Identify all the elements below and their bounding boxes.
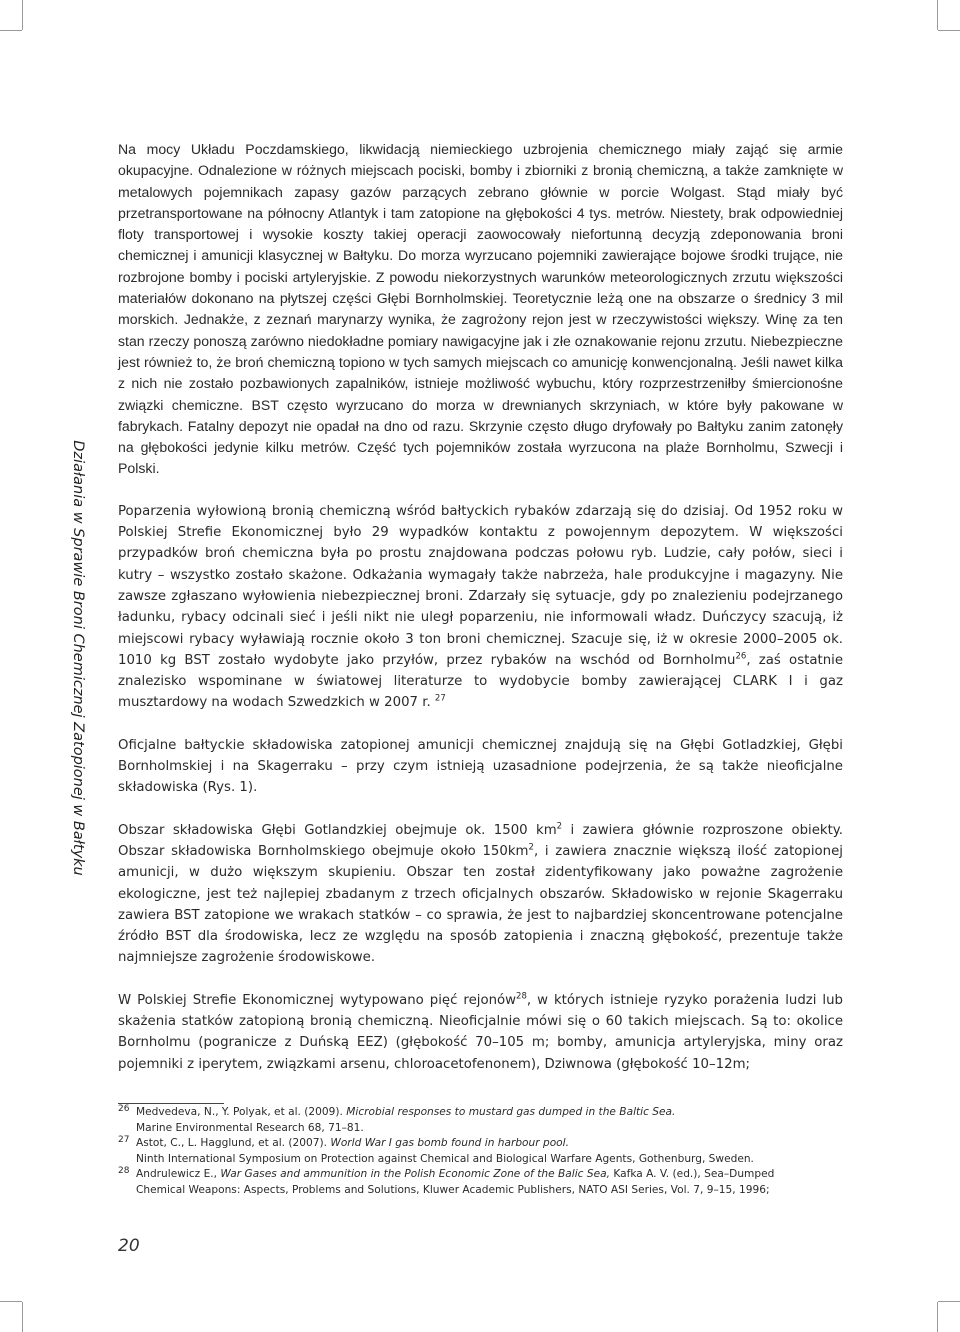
text-run: Oficjalne bałtyckie składowiska zatopionej amunicji chemicznej znajdują się na Głębi Gotladzkiej, Głębi Bornholmskiej i na Skagerraku – przy czym istnieją uzasadnione podejrzenia, że są także nieoficjalne składowiska (Rys. 1).	[118, 737, 843, 796]
footnote-ref: 26	[735, 651, 747, 662]
footnote	[118, 1105, 843, 1136]
text-run: , w których istnieje ryzyko porażenia ludzi lub skażenia statków zatopioną bronią chemiczną. Nieoficjalnie mówi się o 60 takich miejscach. Są to: okolice Bornholmu (pogranicze z Duńską EEZ) (głębokość 70–105 m; bomby, amunicja artyleryjska, miny oraz pojemniki z iperytem, związkami arsenu, chloroacetofenonem), Dziwnowa (głębokość 10–12m;	[118, 992, 843, 1072]
body-text	[118, 139, 843, 1075]
footnote-title: War Gases and ammunition in the Polish Economic Zone of the Balic Sea,	[220, 1168, 610, 1180]
crop-mark-top-right-h	[938, 30, 960, 31]
footnote-ref: 28	[516, 991, 527, 1002]
crop-mark-bottom-right-v	[937, 1302, 938, 1332]
paragraph-gap	[118, 799, 843, 820]
text-run: Poparzenia wyłowioną bronią chemiczną wśród bałtyckich rybaków zdarzają się do dzisiaj. Od 1952 roku w Polskiej Strefie Ekonomicznej było 29 wypadków kontaktu z powojennym depozytem. W większości przypadków broń chemiczna była po prostu znajdowana podczas połowu ryb. Ludzie, cały połów, sieci i kutry – wszystko zostało skażone. Odkażania wymagały także nabrzeża, hale produkcyjne i magazyny. Nie zawsze zgłaszano wyłowienia niebezpiecznej broni. Zdarzały się sytuacje, gdy po znalezieniu podejrzanego ładunku, rybacy odcinali sieć i jeśli nikt nie uległ poparzeniu, nie informowali władz. Duńczycy szacują, iż miejscowi rybacy wyławiają rocznie około 3 ton broni chemicznej. Szacuje się, iż w okresie 2000–2005 ok. 1010 kg BST zostało wydobyte jako przyłów, przez rybaków na wschód od Bornholmu	[118, 503, 843, 668]
footnote-line	[136, 1152, 843, 1168]
footnote-text: Medvedeva, N., Y. Polyak, et al. (2009).	[136, 1106, 347, 1118]
text-run: , i zawiera znacznie większą ilość zatopionej amunicji, w dużo większym skupieniu. Obszar ten został zidentyfikowany jako poważne zagrożenie ekologiczne, jest też najlepiej zbadanym z trzech oficjalnych obszarów. Składowisko w rejonie Skagerraku zawiera BST zatopione we wrakach statków – co sprawia, że jest to najbardziej skoncentrowane potencjalne źródło BST dla środowiska, lecz ze względu na sposób zatopienia i znaczną głębokość, prezentuje także najmniejsze zagrożenie środowiskowe.	[118, 843, 843, 966]
footnote-number: 27	[118, 1135, 130, 1145]
paragraph	[118, 820, 843, 969]
footnote-rule	[118, 1103, 224, 1104]
footnote-text: Kafka A. V. (ed.), Sea–Dumped	[609, 1168, 775, 1180]
paragraph	[118, 990, 843, 1075]
text-run: i zawiera głównie rozproszone obiekty. Obszar składowiska Bornholmskiego obejmuje około 150km	[118, 822, 844, 859]
footnote-ref: 2	[528, 842, 534, 853]
running-title: Działania w Sprawie Broni Chemicznej Zatopionej w Bałtyku	[70, 440, 86, 876]
footnote-ref: 2	[556, 821, 563, 832]
footnote-text: Andrulewicz E.,	[136, 1168, 221, 1180]
text-run: , zaś ostatnie znalezisko wspominane w światowej literaturze to wydobycie bomby zawierającej CLARK I i gaz musztardowy na wodach Szwedzkich w 2007 r.	[118, 652, 844, 711]
crop-mark-bottom-left-v	[22, 1302, 23, 1332]
footnote-text: Marine Environmental Research 68, 71–81.	[136, 1121, 364, 1134]
crop-mark-top-left-h	[0, 30, 22, 31]
footnote-number: 28	[118, 1166, 130, 1176]
paragraph-gap	[118, 969, 843, 990]
footnote	[118, 1136, 843, 1167]
paragraph-gap	[118, 480, 843, 501]
footnote-line	[136, 1183, 843, 1199]
footnote-line	[136, 1121, 843, 1137]
footnote-line	[136, 1167, 843, 1183]
paragraph-gap	[118, 714, 843, 735]
crop-mark-bottom-right-h	[938, 1301, 960, 1302]
footnotes	[118, 1105, 843, 1198]
paragraph	[118, 735, 843, 799]
crop-mark-bottom-left-h	[0, 1301, 22, 1302]
crop-mark-top-left-v	[22, 0, 23, 30]
footnote-line	[136, 1136, 843, 1152]
footnote	[118, 1167, 843, 1198]
footnote-number: 26	[118, 1104, 130, 1114]
page-number: 20	[118, 1236, 140, 1256]
text-run: W Polskiej Strefie Ekonomicznej wytypowano pięć rejonów	[118, 992, 517, 1008]
text-run: Obszar składowiska Głębi Gotlandzkiej obejmuje ok. 1500 km	[118, 822, 557, 838]
paragraph	[118, 139, 843, 480]
footnote-text: Astot, C., L. Hagglund, et al. (2007).	[136, 1137, 331, 1149]
text-run: Na mocy Układu Poczdamskiego, likwidacją niemieckiego uzbrojenia chemicznego miały zająć się armie okupacyjne. Odnalezione w różnych miejscach pociski, bomby i zbiorniki z bronią chemiczną, a także zamknięte w metalowych pojemnikach zapasy gazów parzących zebrano głównie w porcie Wolgast. Stąd miały być przetransportowane na północny Atlantyk i tam zatopione na głębokości 4 tys. metrów. Niestety, brak odpowiedniej floty transportowej i wysokie koszty takiej operacji zaowocowały niefortunną decyzją zdeponowania broni chemicznej i amunicji klasycznej w Bałtyku. Do morza wyrzucano pojemniki zawierające bojowe środki trujące, nie rozbrojone bomby i pociski artyleryjskie. Z powodu niekorzystnych warunków meteorologicznych zrzutu większości materiałów dokonano na płytszej części Głębi Bornholmskiej. Teoretycznie leżą one na obszarze o średnicy 3 mil morskich. Jednakże, z zeznań marynarzy wynika, że zagrożony rejon jest w rzeczywistości większy. Winę za ten stan rzeczy ponoszą zarówno niedokładne pomiary nawigacyjne jak i złe oznakowanie rejonu zrzutu. Niebezpieczne jest również to, że broń chemiczną topiono w tych samych miejscach co amunicję konwencjonalną. Jeśli nawet kilka z nich nie zostało pozbawionych zapalników, istnieje możliwość wybuchu, który rozprzestrzeniłby śmiercionośne związki chemiczne. BST często wyrzucano do morza w drewnianych skrzyniach, w które były pakowane w fabrykach. Fatalny depozyt nie opadał na dno od razu. Skrzynie często długo dryfowały po Bałtyku zanim zatonęły na głębokości jedynie kilku metrów. Część tych pojemników została wyrzucona na plaże Bornholmu, Szwecji i Polski.	[118, 141, 843, 477]
footnote-title: Microbial responses to mustard gas dumped in the Baltic Sea.	[346, 1106, 676, 1118]
paragraph	[118, 501, 843, 714]
crop-mark-top-right-v	[937, 0, 938, 30]
footnote-ref: 27	[434, 694, 446, 704]
footnote-title: World War I gas bomb found in harbour pool.	[330, 1137, 569, 1149]
footnote-text: Chemical Weapons: Aspects, Problems and Solutions, Kluwer Academic Publishers, NATO ASI Series, Vol. 7, 9–15, 1996;	[136, 1183, 770, 1196]
footnote-line	[136, 1105, 843, 1121]
footnote-text: Ninth International Symposium on Protection against Chemical and Biological Warfare Agents, Gothenburg, Sweden.	[136, 1152, 754, 1165]
